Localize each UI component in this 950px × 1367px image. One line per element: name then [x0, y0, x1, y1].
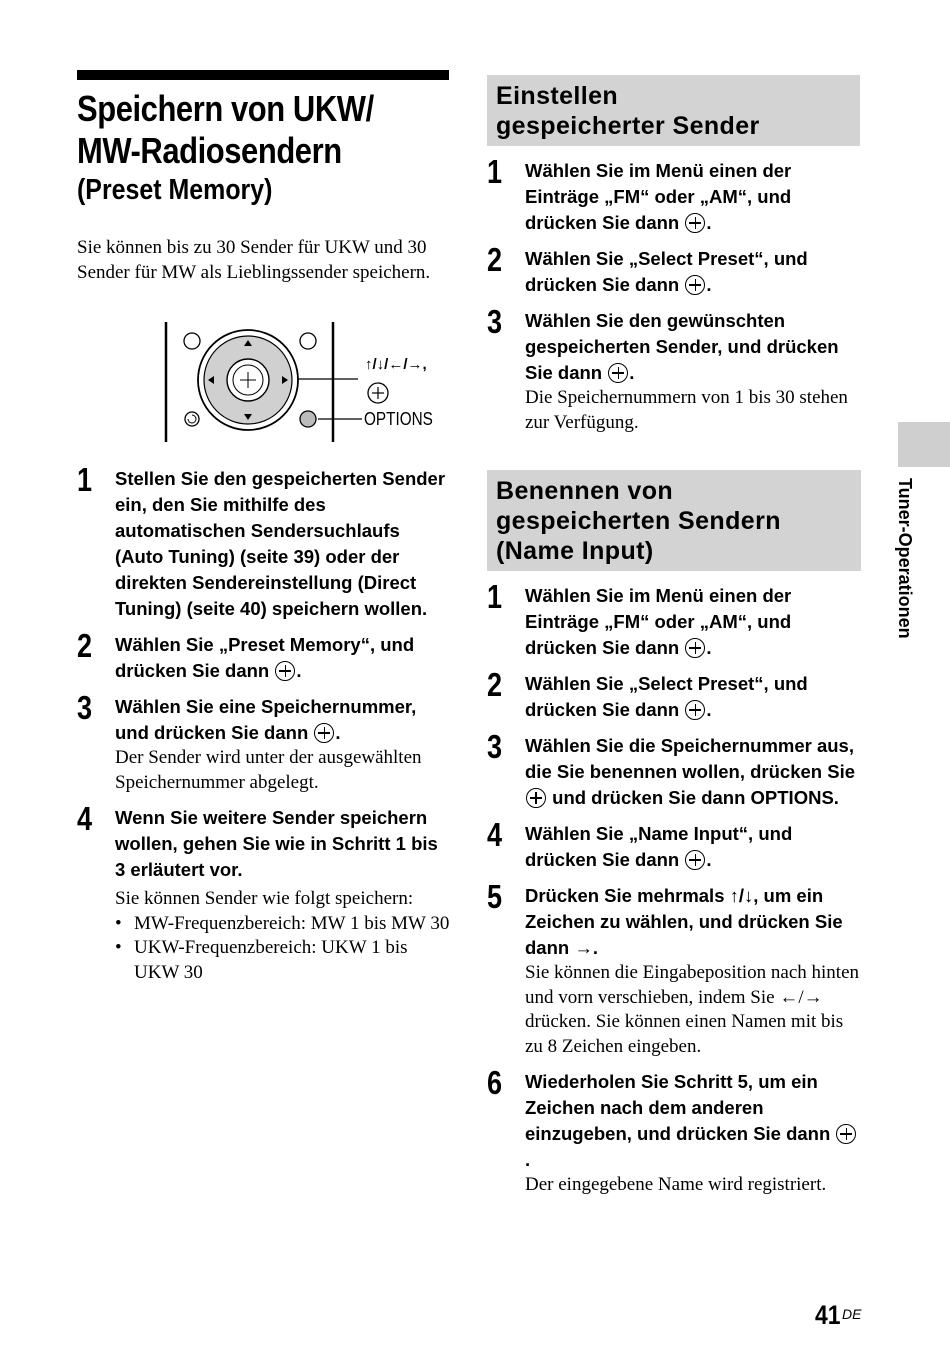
step-number: 2 [77, 627, 93, 664]
step-text-end: . [706, 699, 712, 720]
section-heading: Einstellen gespeicherter Sender [487, 75, 860, 146]
step-text: Drücken Sie mehrmals ↑/↓, um ein Zeichen zu wählen, und drücken Sie dann →. [525, 885, 843, 958]
enter-icon [275, 661, 295, 681]
step-2 [487, 666, 861, 723]
step-text: Wählen Sie eine Speichernummer, und drücken Sie dann [115, 696, 417, 743]
bullet-list [115, 912, 452, 986]
step-text: Wählen Sie „Select Preset“, und drücken Sie dann [525, 248, 808, 295]
step-text-end: . [706, 637, 712, 658]
step-5 [487, 878, 861, 1059]
left-steps [77, 461, 452, 995]
step-text: Wählen Sie „Preset Memory“, und drücken Sie dann [115, 634, 415, 681]
step-1 [77, 461, 452, 622]
step-4 [487, 816, 861, 873]
step-2 [487, 241, 860, 298]
list-item: • MW-Frequenzbereich: MW 1 bis MW 30 [115, 912, 450, 934]
return-button-icon [185, 412, 199, 426]
step-3 [77, 689, 452, 795]
step-text-end: . [525, 1149, 531, 1170]
step-number: 1 [487, 153, 503, 190]
step-text-end: . [706, 212, 712, 233]
enter-icon [685, 700, 705, 720]
step-1 [487, 153, 860, 236]
step-number: 2 [487, 666, 503, 703]
step-text: Wählen Sie im Menü einen der Einträge „FM“ oder „AM“, und drücken Sie dann [525, 160, 792, 233]
page-language-suffix: DE [842, 1306, 862, 1322]
step-number: 1 [77, 461, 93, 498]
top-left-button-icon [184, 333, 200, 349]
step-note: Sie können die Eingabeposition nach hinten und vorn verschieben, indem Sie ←/→ drücken. Sie können einen Namen mit bis zu 8 Zeichen eingeben. [525, 962, 860, 1057]
side-tab-marker [898, 422, 950, 467]
side-tab-label: Tuner-Operationen [895, 478, 915, 639]
title-rule [77, 70, 449, 80]
step-text: Wählen Sie „Name Input“, und drücken Sie dann [525, 823, 793, 870]
step-2 [77, 627, 452, 684]
section-recall-presets [487, 75, 860, 445]
enter-icon [314, 723, 334, 743]
step-1 [487, 578, 861, 661]
enter-icon [608, 363, 628, 383]
enter-icon [685, 275, 705, 295]
enter-icon [526, 788, 546, 808]
top-right-button-icon [300, 333, 316, 349]
step-text: Stellen Sie den gespeicherten Sender ein, den Sie mithilfe des automatischen Sendersuchlaufs (Auto Tuning) (seite 39) oder der direkten Sendereinstellung (Direct Tuning) (seite 40) speichern wollen. [115, 468, 446, 619]
step-note: Die Speichernummern von 1 bis 30 stehen zur Verfügung. [525, 387, 848, 433]
intro-paragraph: Sie können bis zu 30 Sender für UKW und 30 Sender für MW als Lieblingssender speichern. [77, 237, 431, 283]
step-note: Der eingegebene Name wird registriert. [525, 1174, 827, 1195]
step-text: Wenn Sie weitere Sender speichern wollen, gehen Sie wie in Schritt 1 bis 3 erläutert vor. [115, 807, 438, 880]
step-text-end: und drücken Sie dann OPTIONS. [552, 787, 839, 808]
step-number: 3 [487, 728, 503, 765]
section-name-input [487, 470, 861, 1208]
step-number: 3 [487, 303, 503, 340]
step-number: 2 [487, 241, 503, 278]
enter-icon [685, 638, 705, 658]
section-heading: Benennen von gespeicherten Sendern (Name Input) [487, 470, 861, 571]
step-text-end: . [296, 660, 302, 681]
step-number: 5 [487, 878, 503, 915]
step-number: 6 [487, 1064, 503, 1101]
step-text-end: . [335, 722, 341, 743]
arrow-keys-label: ↑/↓/←/→, [365, 356, 427, 373]
step-text-end: . [706, 274, 712, 295]
options-label: OPTIONS [364, 409, 433, 429]
page-title: Speichern von UKW/ MW-Radiosendern [77, 88, 374, 171]
options-button-icon [300, 411, 316, 427]
step-number: 4 [77, 800, 93, 837]
step-text: Wiederholen Sie Schritt 5, um ein Zeichen nach dem anderen einzugeben, und drücken Sie dann [525, 1071, 831, 1144]
remote-control-figure [160, 320, 450, 446]
step-4 [77, 800, 452, 985]
page-number: 41 [815, 1300, 841, 1330]
step-number: 1 [487, 578, 503, 615]
step-6 [487, 1064, 861, 1198]
step-text: Wählen Sie die Speichernummer aus, die Sie benennen wollen, drücken Sie [525, 735, 856, 782]
step-text: Wählen Sie den gewünschten gespeicherten Sender, und drücken Sie dann [525, 310, 839, 383]
step-note: Sie können Sender wie folgt speichern: [115, 888, 414, 909]
step-text: Wählen Sie „Select Preset“, und drücken Sie dann [525, 673, 808, 720]
step-text-end: . [706, 849, 712, 870]
step-note: Der Sender wird unter der ausgewählten Speichernummer abgelegt. [115, 747, 422, 793]
step-text-end: . [629, 362, 635, 383]
step-3 [487, 728, 861, 811]
step-3 [487, 303, 860, 435]
page-subtitle: (Preset Memory) [77, 174, 273, 206]
enter-icon [685, 850, 705, 870]
step-text: Wählen Sie im Menü einen der Einträge „FM“ oder „AM“, und drücken Sie dann [525, 585, 792, 658]
step-number: 3 [77, 689, 93, 726]
list-item: • UKW-Frequenzbereich: UKW 1 bis UKW 30 [115, 937, 408, 983]
step-number: 4 [487, 816, 503, 853]
enter-icon [685, 213, 705, 233]
enter-icon [836, 1124, 856, 1144]
